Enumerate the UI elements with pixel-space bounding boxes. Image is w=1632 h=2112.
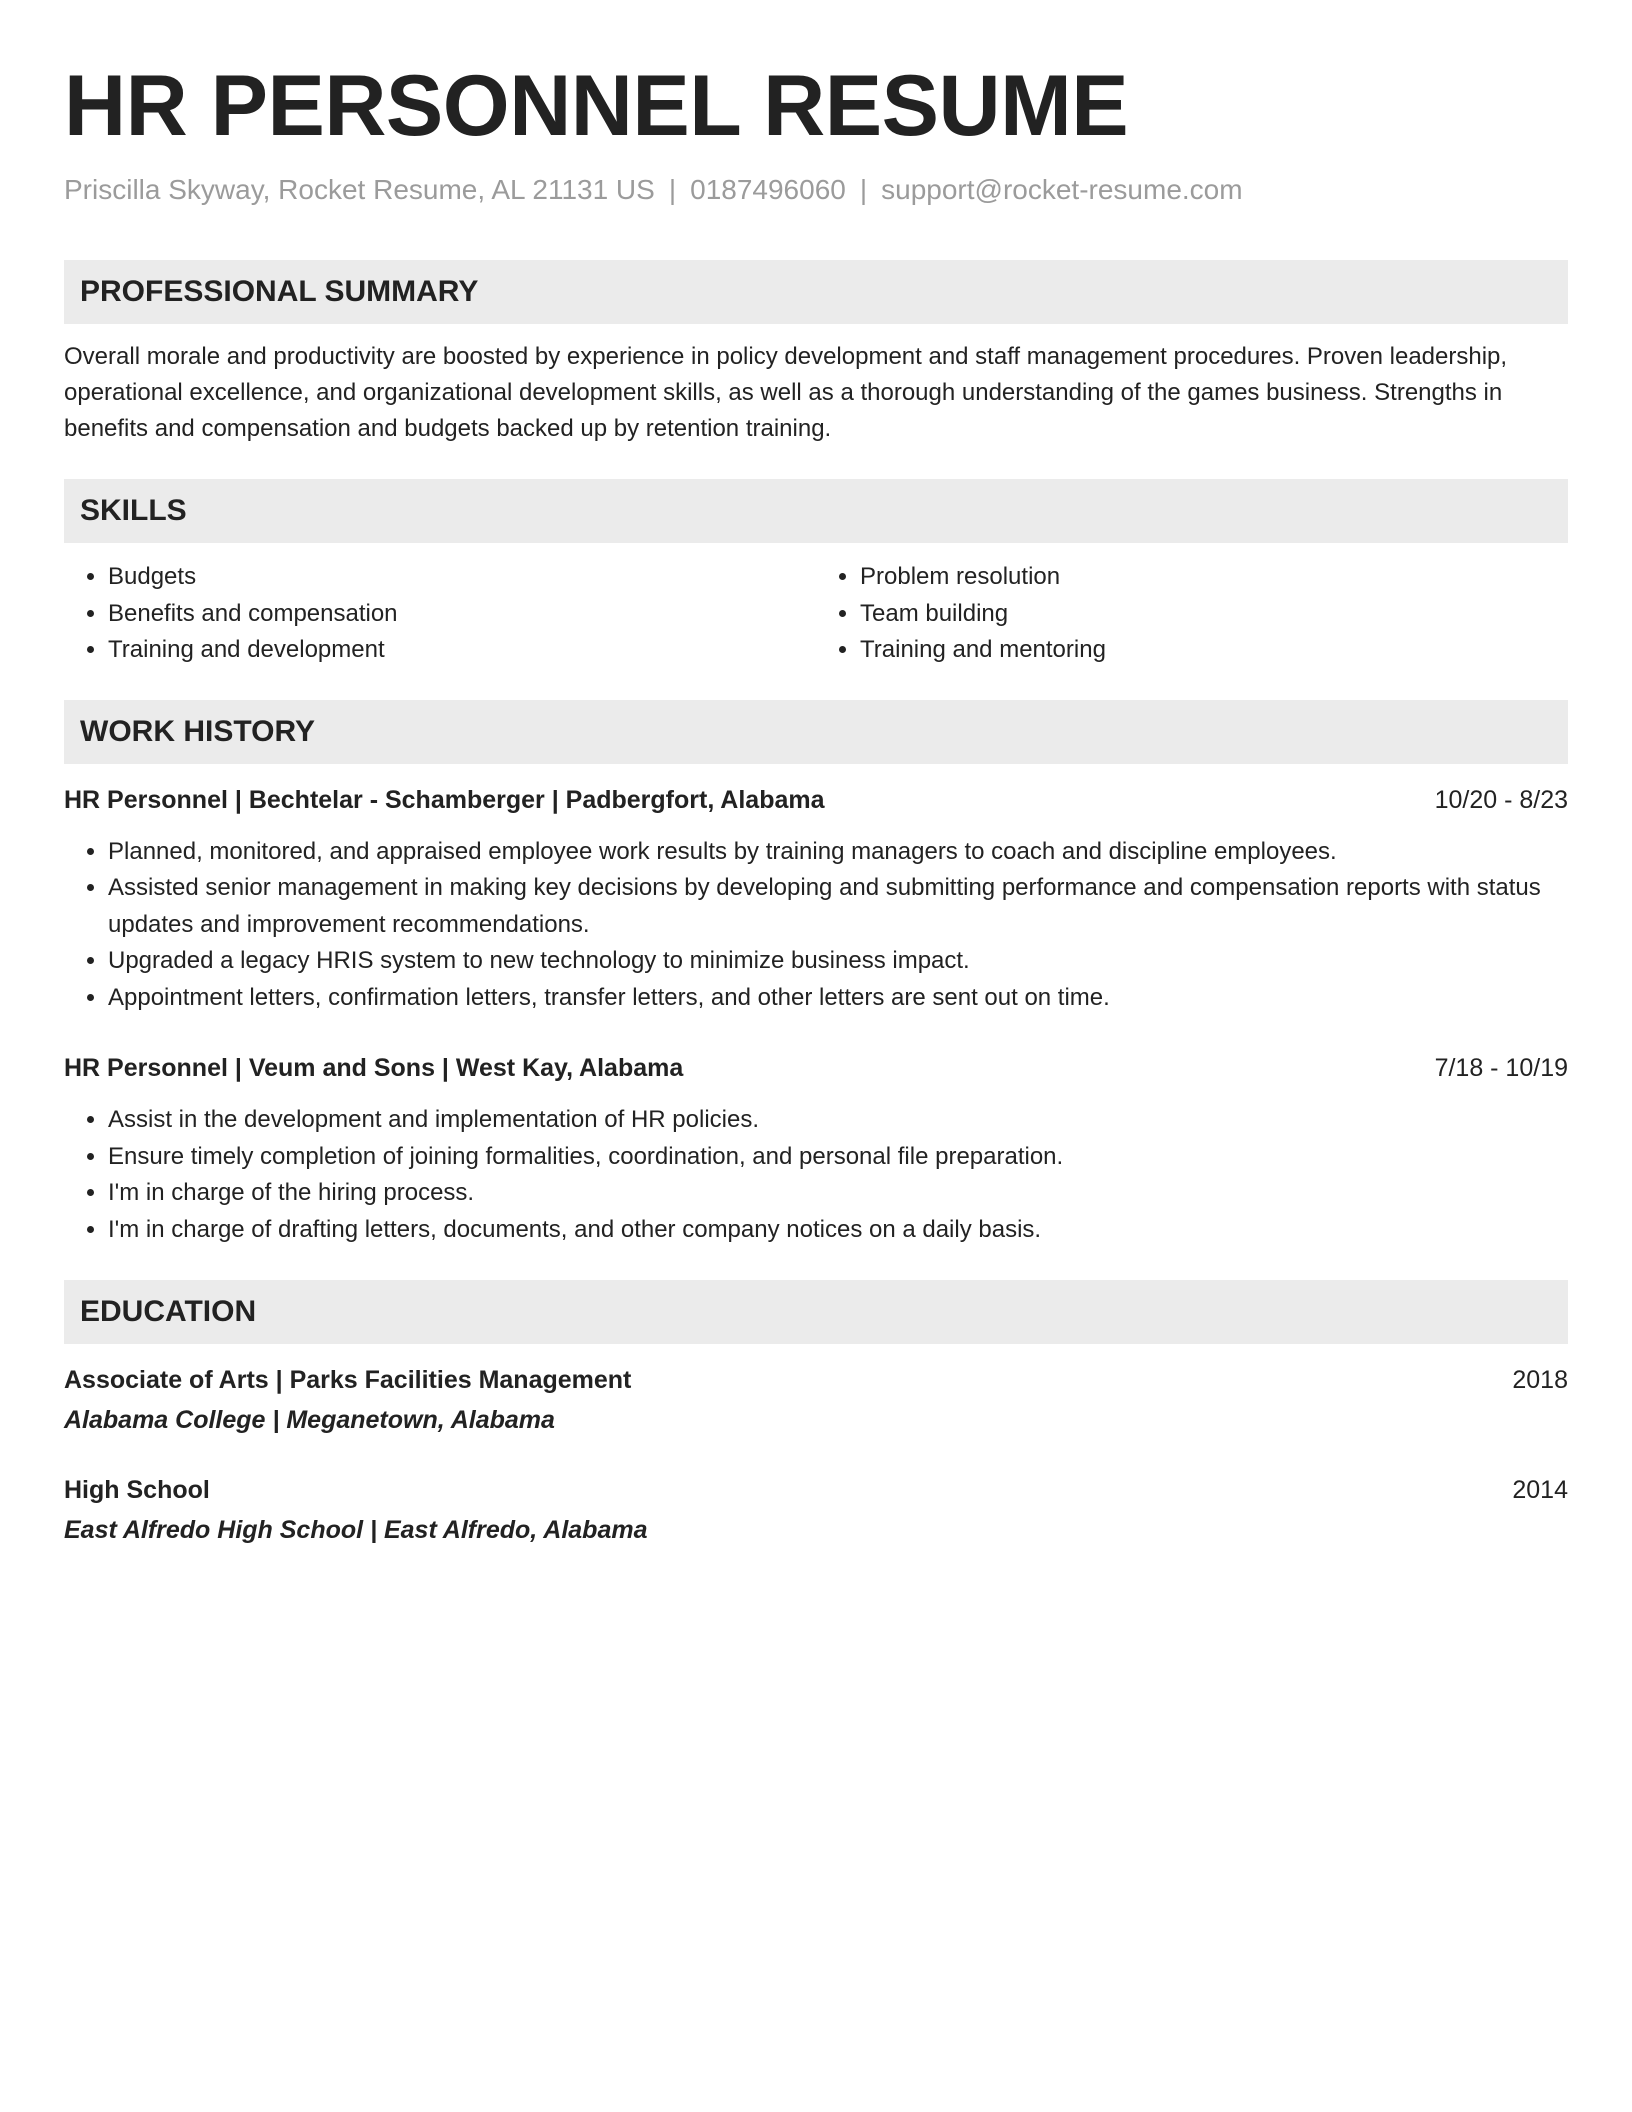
education-header bbox=[64, 1472, 1568, 1508]
job-bullets bbox=[64, 834, 1568, 1017]
summary-heading: PROFESSIONAL SUMMARY bbox=[64, 260, 1568, 324]
skills-column-left bbox=[64, 559, 816, 669]
contact-separator: | bbox=[668, 174, 677, 205]
skill-item: • Training and development bbox=[108, 632, 816, 669]
job-bullet: • I'm in charge of the hiring process. bbox=[108, 1175, 1568, 1212]
job-bullet: • Appointment letters, confirmation letters, transfer letters, and other letters are sent out on time. bbox=[108, 980, 1568, 1017]
skill-item: • Budgets bbox=[108, 559, 816, 596]
education-header bbox=[64, 1362, 1568, 1398]
job-bullet: • I'm in charge of drafting letters, documents, and other company notices on a daily basis. bbox=[108, 1212, 1568, 1249]
education-entry bbox=[64, 1362, 1568, 1438]
skills-list bbox=[64, 559, 1568, 669]
job-entry bbox=[64, 782, 1568, 1017]
job-header bbox=[64, 782, 1568, 818]
skill-item: • Benefits and compensation bbox=[108, 596, 816, 633]
skill-item: • Problem resolution bbox=[860, 559, 1568, 596]
contact-phone: 0187496060 bbox=[690, 174, 846, 205]
contact-separator: | bbox=[859, 174, 868, 205]
job-entry bbox=[64, 1050, 1568, 1248]
contact-address: Priscilla Skyway, Rocket Resume, AL 21131 US bbox=[64, 174, 655, 205]
education-school: Alabama College | Meganetown, Alabama bbox=[64, 1406, 555, 1434]
summary-text: Overall morale and productivity are boosted by experience in policy development and staff management procedures. Proven leadership, operational excellence, and organizational development skills, as well as a thorough understanding of the games business. Strengths in benefits and compensation and budgets backed up by retention training. bbox=[64, 343, 1508, 442]
job-dates: 7/18 - 10/19 bbox=[1434, 1054, 1568, 1082]
job-bullet: • Assisted senior management in making key decisions by developing and submitting performance and compensation reports with status updates and improvement recommendations. bbox=[108, 870, 1568, 943]
job-bullet: • Assist in the development and implementation of HR policies. bbox=[108, 1102, 1568, 1139]
education-degree: High School bbox=[64, 1476, 210, 1504]
job-dates: 10/20 - 8/23 bbox=[1434, 785, 1568, 814]
skills-heading: SKILLS bbox=[64, 479, 1568, 543]
skill-item: • Training and mentoring bbox=[860, 632, 1568, 669]
education-entry bbox=[64, 1472, 1568, 1548]
job-bullet: • Planned, monitored, and appraised employee work results by training managers to coach and discipline employees. bbox=[108, 834, 1568, 871]
education-school: East Alfredo High School | East Alfredo, Alabama bbox=[64, 1516, 648, 1544]
education-year: 2014 bbox=[1512, 1476, 1568, 1504]
work-history-heading: WORK HISTORY bbox=[64, 700, 1568, 764]
contact-email: support@rocket-resume.com bbox=[881, 174, 1243, 205]
education-heading: EDUCATION bbox=[64, 1280, 1568, 1344]
job-bullet: • Upgraded a legacy HRIS system to new technology to minimize business impact. bbox=[108, 943, 1568, 980]
skill-item: • Team building bbox=[860, 596, 1568, 633]
job-header bbox=[64, 1050, 1568, 1086]
job-title: HR Personnel | Veum and Sons | West Kay, Alabama bbox=[64, 1054, 684, 1082]
resume-title: HR PERSONNEL RESUME bbox=[64, 58, 1129, 154]
job-title: HR Personnel | Bechtelar - Schamberger | Padbergfort, Alabama bbox=[64, 785, 825, 814]
education-year: 2018 bbox=[1512, 1366, 1568, 1394]
contact-line bbox=[64, 172, 1568, 208]
job-bullet: • Ensure timely completion of joining formalities, coordination, and personal file preparation. bbox=[108, 1139, 1568, 1176]
skills-column-right bbox=[816, 559, 1568, 669]
education-degree: Associate of Arts | Parks Facilities Management bbox=[64, 1366, 632, 1394]
job-bullets bbox=[64, 1102, 1568, 1248]
